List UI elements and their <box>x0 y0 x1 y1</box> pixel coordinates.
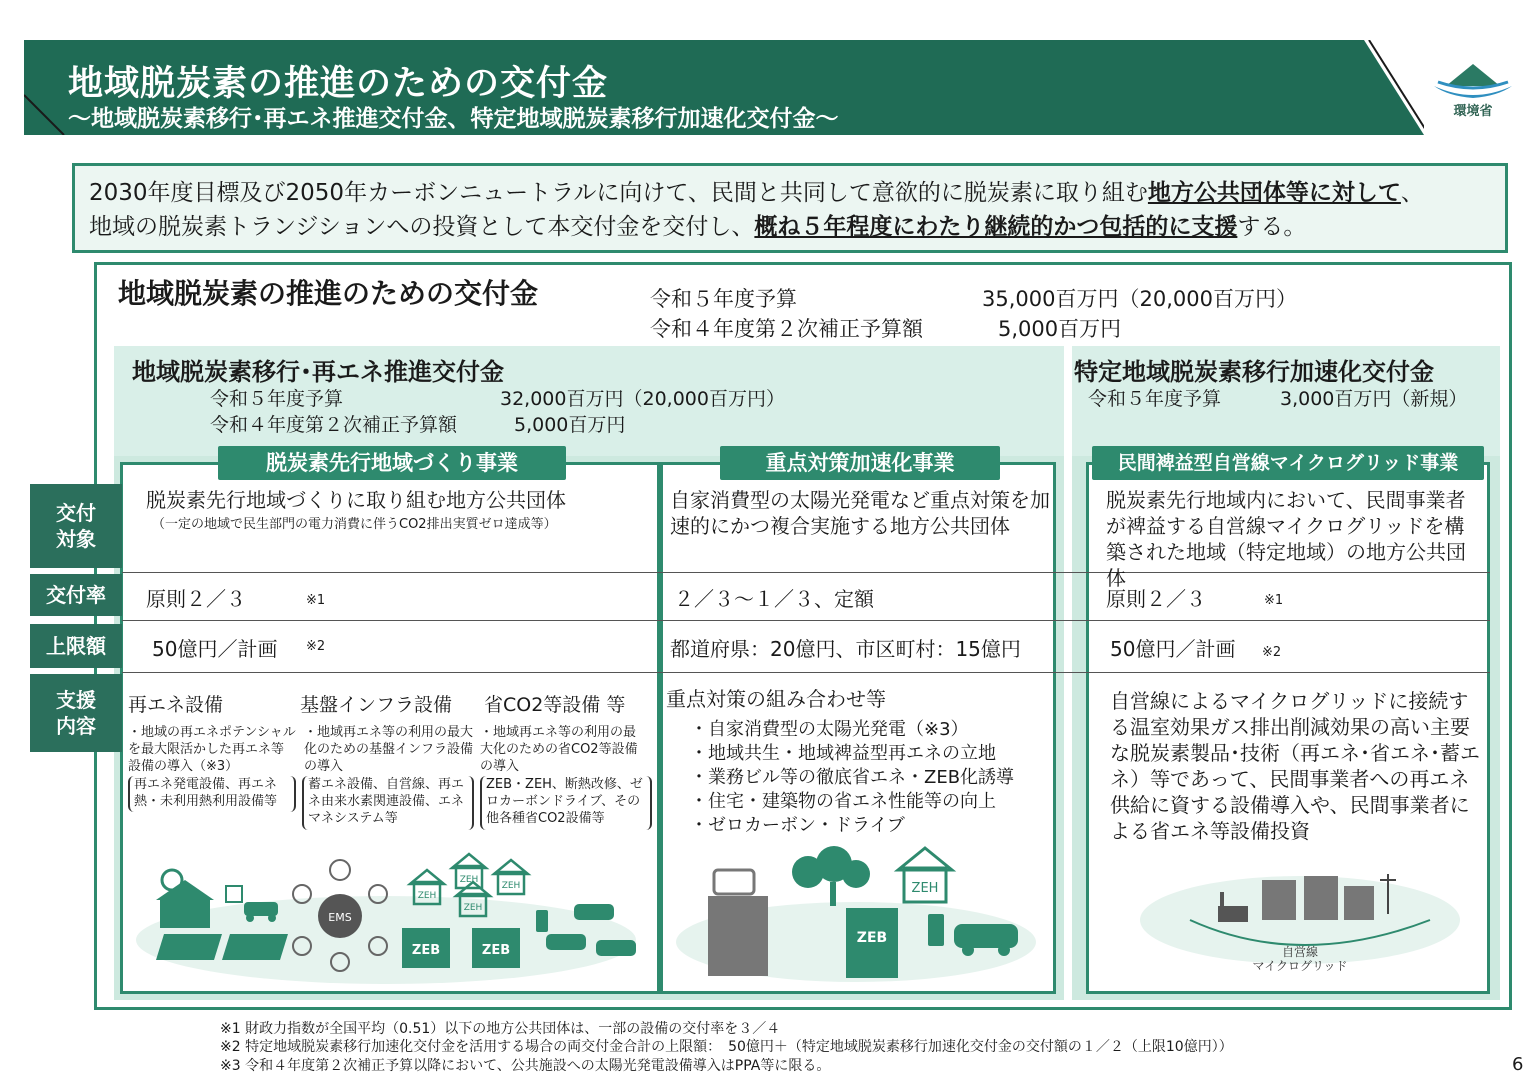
card3-rate: 原則２／３ <box>1106 587 1206 611</box>
page-subtitle: ～地域脱炭素移行･再エネ推進交付金、特定地域脱炭素移行加速化交付金～ <box>68 106 839 132</box>
intro-emphasis: 概ね５年程度にわたり継続的かつ包括的に支援 <box>754 214 1238 240</box>
zeb-label: ZEB <box>411 943 441 958</box>
card3-limit: 50億円／計画 <box>1110 637 1236 661</box>
office-building-icon <box>708 870 768 976</box>
row-label-rate: 交付率 <box>30 574 122 616</box>
card1-support-3-desc: ・地域再エネ等の利用の最大化のための省CO2等設備の導入 <box>480 725 638 774</box>
intro-text: 2030年度目標及び2050年カーボンニュートラルに向けて、民間と共同して意欲的に脱炭素に取り組む <box>89 180 1148 206</box>
card1-target: 脱炭素先行地域づくりに取り組む地方公共団体 <box>146 488 566 512</box>
zeh-label: ZEH <box>911 881 939 896</box>
card3-illustration <box>1130 870 1480 980</box>
main-budget2-label: 令和４年度第２次補正予算額 <box>650 317 923 341</box>
left-budget2-label: 令和４年度第２次補正予算額 <box>210 414 458 436</box>
left-budget1-value: 32,000百万円（20,000百万円） <box>500 388 785 410</box>
footnote-1: ※1 財政力指数が全国平均（0.51）以下の地方公共団体は、一部の設備の交付率を３／４ <box>220 1021 781 1037</box>
card2-support-item: ・自家消費型の太陽光発電（※3） <box>690 719 969 740</box>
card1-rate: 原則２／３ <box>146 587 246 611</box>
left-budget1-label: 令和５年度予算 <box>210 388 344 410</box>
card2-support-list <box>690 718 1014 838</box>
left-section-title: 地域脱炭素移行･再エネ推進交付金 <box>132 358 504 386</box>
intro-line-2 <box>89 210 1491 244</box>
header-banner <box>24 40 1424 135</box>
card2-label: 重点対策加速化事業 <box>720 446 1000 480</box>
page-title: 地域脱炭素の推進のための交付金 <box>68 64 609 104</box>
zeh-label: ZEH <box>463 903 483 913</box>
ems-label: EMS <box>328 911 352 924</box>
card2-support-item: ・住宅・建築物の省エネ性能等の向上 <box>690 791 996 812</box>
row-label-support: 支援 内容 <box>30 674 122 752</box>
main-budget1-value: 35,000百万円（20,000百万円） <box>982 287 1297 311</box>
zeb-label: ZEB <box>856 930 888 946</box>
page-number: 6 <box>1512 1054 1524 1075</box>
intro-text: 地域の脱炭素トランジションへの投資として本交付金を交付し、 <box>89 214 755 240</box>
card2-support-title: 重点対策の組み合わせ等 <box>666 687 886 711</box>
microgrid-label-2: マイクログリッド <box>1252 959 1348 973</box>
card1-rate-note: ※1 <box>306 593 326 608</box>
card2-support-item: ・ゼロカーボン・ドライブ <box>690 815 905 836</box>
ministry-logo <box>1428 60 1518 124</box>
card1-support-2-title: 基盤インフラ設備 <box>300 694 453 716</box>
card3-label: 民間裨益型自営線マイクログリッド事業 <box>1092 446 1484 480</box>
card3-rate-note: ※1 <box>1264 593 1284 608</box>
card2-support-item: ・業務ビル等の徹底省エネ・ZEB化誘導 <box>690 767 1015 788</box>
card2-illustration <box>666 842 1052 990</box>
right-budget1-value: 3,000百万円（新規） <box>1280 388 1468 410</box>
row-label-target: 交付 対象 <box>30 484 122 568</box>
house-icon <box>156 870 214 928</box>
card2-rate: ２／３～１／３、定額 <box>674 587 874 611</box>
card2-target: 自家消費型の太陽光発電など重点対策を加速的にかつ複合実施する地方公共団体 <box>670 488 1050 538</box>
card2-support-item: ・地域共生・地域裨益型再エネの立地 <box>690 743 996 764</box>
tree-icon <box>792 846 870 906</box>
card1-support-1-title: 再エネ設備 <box>128 694 224 716</box>
intro-text: 、 <box>1400 180 1424 206</box>
footnote-2: ※2 特定地域脱炭素移行加速化交付金を活用する場合の両交付金合計の上限額： 50億円＋（特定地域脱炭素移行加速化交付金の交付額の１／２（上限10億円）） <box>220 1039 1233 1055</box>
card1-illustration <box>126 842 656 990</box>
card1-support-3-title: 省CO2等設備 等 <box>484 694 626 716</box>
card1-label: 脱炭素先行地域づくり事業 <box>218 446 566 480</box>
left-budget2-value: 5,000百万円 <box>514 414 626 436</box>
ministry-name: 環境省 <box>1453 104 1493 119</box>
zeh-label: ZEH <box>501 881 521 891</box>
row-label-limit: 上限額 <box>30 624 122 668</box>
card1-target-note: （一定の地域で民生部門の電力消費に伴うCO2排出実質ゼロ達成等） <box>152 517 557 532</box>
intro-text: する。 <box>1237 214 1307 240</box>
microgrid-label-1: 自営線 <box>1281 945 1319 959</box>
card1-support-2-items: 蓄エネ設備、自営線、再エネ由来水素関連設備、エネマネシステム等 <box>302 776 474 830</box>
ministry-logo-icon <box>1428 60 1518 100</box>
zeb-label: ZEB <box>481 943 511 958</box>
main-budget2-value: 5,000百万円 <box>998 317 1122 341</box>
card1-limit-note: ※2 <box>306 639 326 654</box>
card3-limit-note: ※2 <box>1262 645 1282 660</box>
intro-emphasis: 地方公共団体等に対して <box>1147 180 1401 206</box>
intro-line-1 <box>89 176 1491 210</box>
card1-support-1-items: 再エネ発電設備、再エネ熱・未利用熱利用設備等 <box>128 776 296 812</box>
card1-limit: 50億円／計画 <box>152 637 278 661</box>
footnote-3: ※3 令和４年度第２次補正予算以降において、公共施設への太陽光発電設備導入はPPA等に限る。 <box>220 1058 831 1074</box>
card3-support: 自営線によるマイクログリッドに接続する温室効果ガス排出削減効果の高い主要な脱炭素製品･技術（再エネ･省エネ･蓄エネ）等であって、民間事業者への再エネ供給に資する設備導入や、民間事業者による省エネ等設備投資 <box>1110 689 1480 843</box>
card1-support-3-items: ZEB・ZEH、断熱改修、ゼロカーボンドライブ、その他各種省CO2設備等 <box>480 776 652 830</box>
zeh-label: ZEH <box>459 875 479 885</box>
card1-support-2-desc: ・地域再エネ等の利用の最大化のための基盤インフラ設備の導入 <box>304 725 474 774</box>
row-divider <box>122 620 1490 621</box>
card3-target: 脱炭素先行地域内において、民間事業者が裨益する自営線マイクログリッドを構築された地域（特定地域）の地方公共団体 <box>1106 488 1466 590</box>
card2-limit: 都道府県：20億円、市区町村：15億円 <box>670 637 1021 661</box>
card1-support-1-desc: ・地域の再エネポテンシャルを最大限活かした再エネ等設備の導入（※3） <box>128 725 296 774</box>
main-budget1-label: 令和５年度予算 <box>650 287 797 311</box>
right-section-title: 特定地域脱炭素移行加速化交付金 <box>1074 358 1434 386</box>
zeh-label: ZEH <box>417 891 437 901</box>
row-divider <box>122 672 1490 673</box>
intro-box <box>72 163 1508 253</box>
right-budget1-label: 令和５年度予算 <box>1088 388 1222 410</box>
main-title: 地域脱炭素の推進のための交付金 <box>118 277 539 310</box>
